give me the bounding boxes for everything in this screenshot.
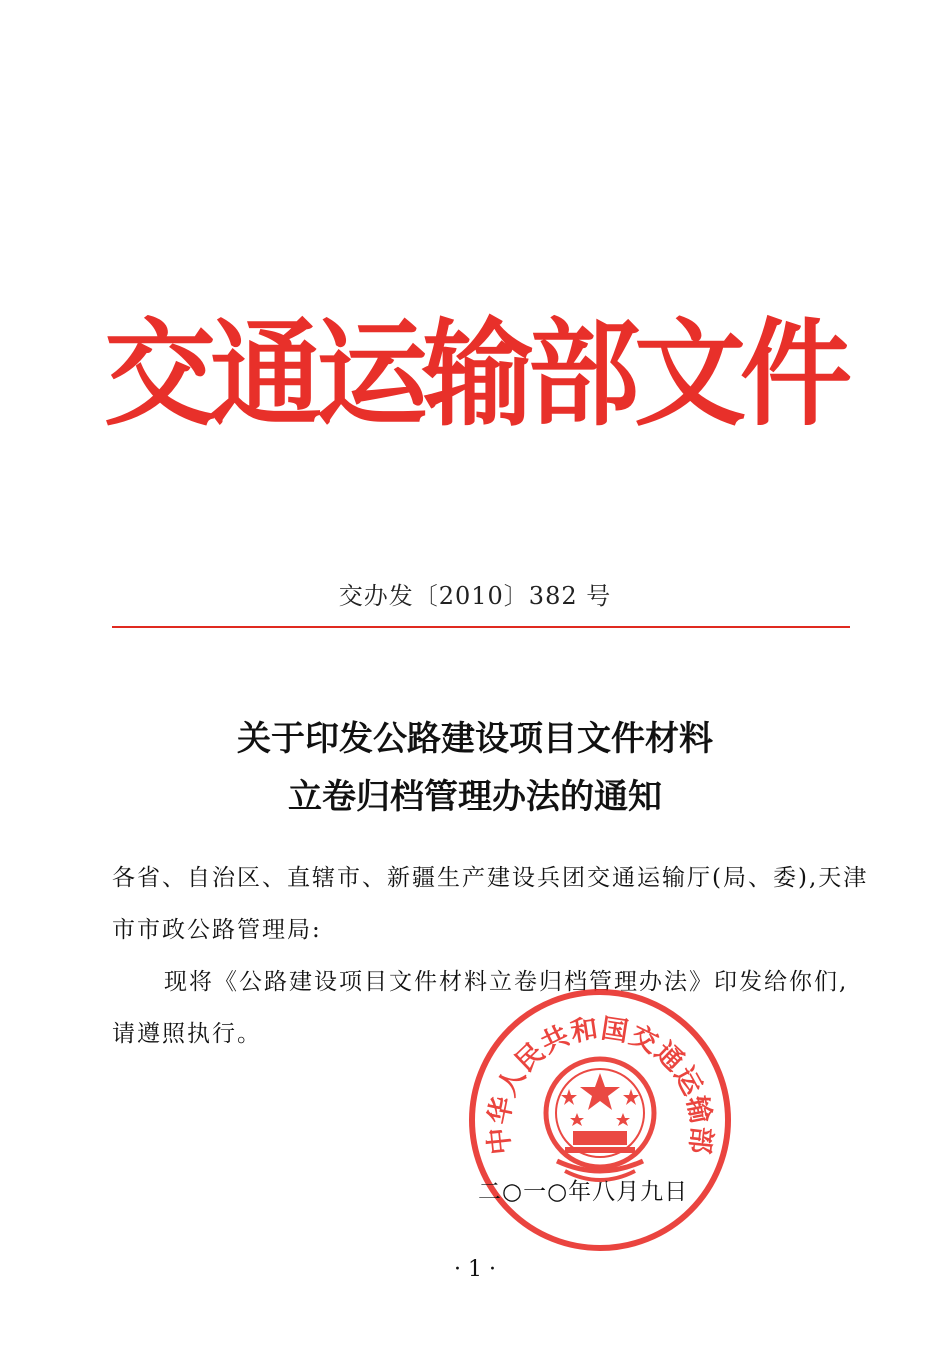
official-seal-icon [465,985,735,1255]
title-line-2: 立卷归档管理办法的通知 [288,777,662,817]
body-paragraph: 现将《公路建设项目文件材料立卷归档管理办法》印发给你们,请遵照执行。 [112,969,849,1047]
document-title [0,710,950,826]
addressee-text: 各省、自治区、直辖市、新疆生产建设兵团交通运输厅(局、委),天津市市政公路管理局: [112,865,869,943]
title-line-1: 关于印发公路建设项目文件材料 [237,719,713,759]
signature-date: 二○一○年八月九日 [478,1179,689,1205]
seal-text: 中华人民共和国交通运输部 [483,1013,717,1157]
red-divider-line [112,626,850,628]
issuer-header: 交通运输部文件 [104,308,846,442]
document-number: 交办发〔2010〕382 号 [338,582,612,610]
page-number: · 1 · [454,1257,496,1282]
